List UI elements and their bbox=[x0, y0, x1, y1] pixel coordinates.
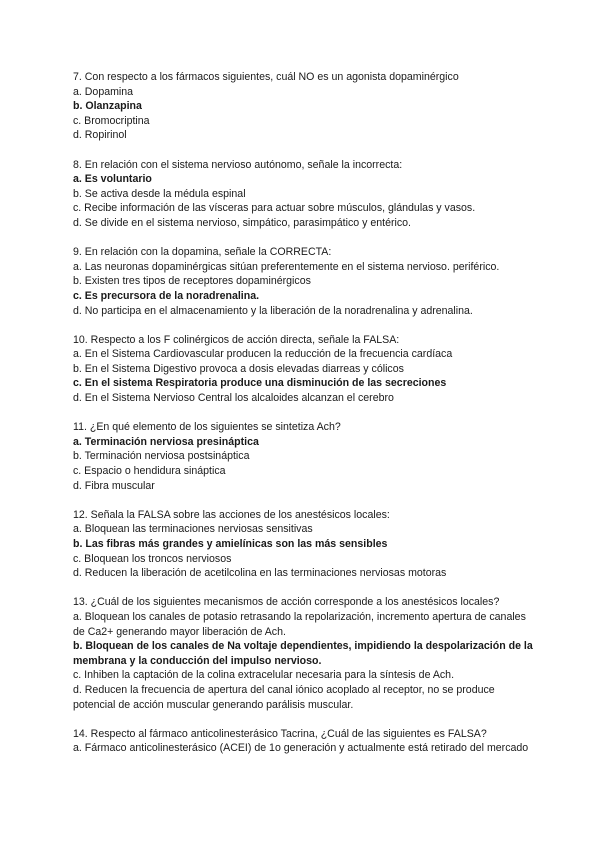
question-block bbox=[73, 595, 533, 712]
answer-option-correct: a. Terminación nerviosa presináptica bbox=[73, 435, 259, 448]
answer-option: b. Terminación nerviosa postsináptica bbox=[73, 450, 250, 463]
document-page bbox=[73, 70, 533, 771]
answer-option: d. Reducen la frecuencia de apertura del canal iónico acoplado al receptor, no se produce potencial de acción muscular generando parálisis muscular. bbox=[73, 683, 495, 711]
question-stem: 9. En relación con la dopamina, señale la CORRECTA: bbox=[73, 246, 332, 259]
answer-option: d. En el Sistema Nervioso Central los alcaloides alcanzan el cerebro bbox=[73, 392, 394, 405]
answer-option-correct: c. En el sistema Respiratoria produce una disminución de las secreciones bbox=[73, 377, 447, 390]
question-block bbox=[73, 245, 533, 318]
answer-option-correct: a. Es voluntario bbox=[73, 173, 152, 186]
answer-option: d. Ropirinol bbox=[73, 129, 127, 142]
answer-option: a. Bloquean los canales de potasio retrasando la repolarización, incremento apertura de canales de Ca2+ generando mayor liberación de Ach. bbox=[73, 610, 526, 638]
question-block bbox=[73, 333, 533, 406]
answer-option-correct: b. Las fibras más grandes y amielínicas son las más sensibles bbox=[73, 538, 388, 550]
answer-option: a. Las neuronas dopaminérgicas sitúan preferentemente en el sistema nervioso. periférico. bbox=[73, 260, 500, 273]
answer-option-correct: c. Es precursora de la noradrenalina. bbox=[73, 289, 260, 302]
answer-option: b. Se activa desde la médula espinal bbox=[73, 187, 246, 200]
question-stem: 7. Con respecto a los fármacos siguientes, cuál NO es un agonista dopaminérgico bbox=[73, 71, 459, 83]
answer-option: a. Dopamina bbox=[73, 85, 134, 98]
answer-option: c. Recibe información de las vísceras para actuar sobre músculos, glándulas y vasos. bbox=[73, 202, 476, 215]
answer-option: d. Se divide en el sistema nervioso, simpático, parasimpático y entérico. bbox=[73, 216, 411, 229]
question-block bbox=[73, 420, 533, 493]
answer-option: d. Fibra muscular bbox=[73, 479, 155, 492]
answer-option-correct: b. Bloquean de los canales de Na voltaje dependientes, impidiendo la despolarización de la membrana y la conducción del impulso nervioso. bbox=[73, 640, 533, 667]
question-stem: 8. En relación con el sistema nervioso autónomo, señale la incorrecta: bbox=[73, 158, 403, 171]
answer-option: a. En el Sistema Cardiovascular producen la reducción de la frecuencia cardíaca bbox=[73, 348, 453, 361]
question-stem: 10. Respecto a los F colinérgicos de acción directa, señale la FALSA: bbox=[73, 333, 400, 346]
question-block bbox=[73, 70, 533, 143]
answer-option: b. En el Sistema Digestivo provoca a dosis elevadas diarreas y cólicos bbox=[73, 362, 404, 375]
question-stem: 14. Respecto al fármaco anticolinesterásico Tacrina, ¿Cuál de las siguientes es FALSA? bbox=[73, 727, 487, 740]
answer-option: c. Espacio o hendidura sináptica bbox=[73, 465, 226, 478]
question-stem: 11. ¿En qué elemento de los siguientes se sintetiza Ach? bbox=[73, 421, 341, 434]
question-block bbox=[73, 158, 533, 231]
question-stem: 13. ¿Cuál de los siguientes mecanismos de acción corresponde a los anestésicos locales? bbox=[73, 596, 500, 609]
question-stem: 12. Señala la FALSA sobre las acciones de los anestésicos locales: bbox=[73, 508, 390, 521]
answer-option-correct: b. Olanzapina bbox=[73, 100, 142, 113]
answer-option: d. No participa en el almacenamiento y la liberación de la noradrenalina y adrenalina. bbox=[73, 304, 473, 317]
answer-option: c. Inhiben la captación de la colina extracelular necesaria para la síntesis de Ach. bbox=[73, 669, 455, 682]
answer-option: d. Reducen la liberación de acetilcolina en las terminaciones nerviosas motoras bbox=[73, 567, 447, 580]
answer-option: b. Existen tres tipos de receptores dopaminérgicos bbox=[73, 275, 311, 288]
answer-option: a. Fármaco anticolinesterásico (ACEI) de 1o generación y actualmente está retirado del mercado bbox=[73, 742, 529, 755]
question-block bbox=[73, 508, 533, 581]
answer-option: c. Bloquean los troncos nerviosos bbox=[73, 552, 232, 565]
answer-option: a. Bloquean las terminaciones nerviosas sensitivas bbox=[73, 523, 313, 536]
question-block bbox=[73, 727, 533, 756]
answer-option: c. Bromocriptina bbox=[73, 114, 150, 127]
